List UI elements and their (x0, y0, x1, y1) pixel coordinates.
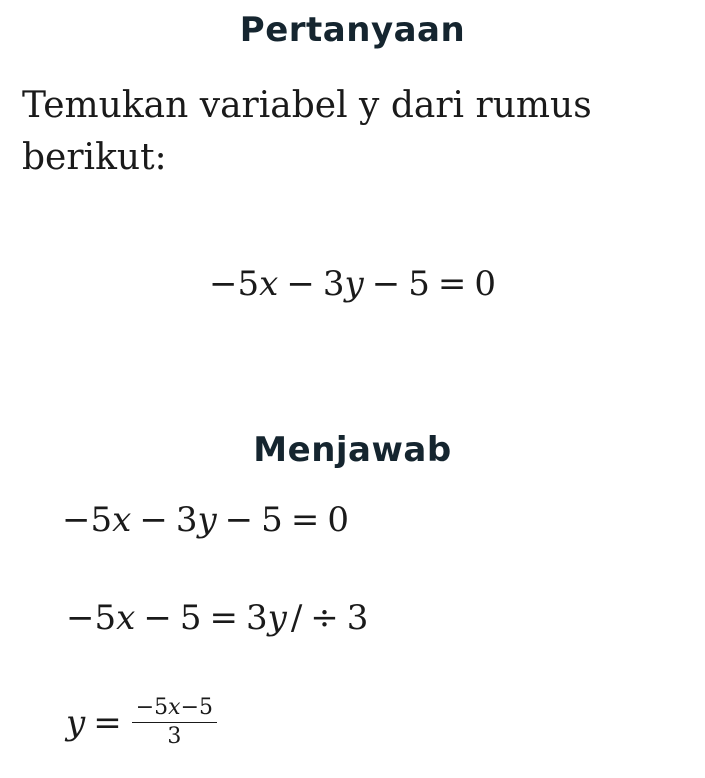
eq-term: −5 (209, 264, 260, 304)
eq-term: 3 (346, 598, 369, 638)
eq-equals: = (209, 598, 238, 638)
eq-variable-x: x (259, 264, 279, 304)
fraction-numerator (132, 696, 217, 723)
eq-slash: / (290, 598, 303, 638)
answer-step-3 (66, 696, 217, 750)
eq-term: −5 (66, 598, 117, 638)
eq-operator: − (143, 598, 172, 638)
eq-term: 5 (408, 264, 430, 304)
eq-operator: − (286, 264, 315, 304)
eq-variable-x: x (112, 500, 132, 540)
answer-heading: Menjawab (253, 430, 452, 470)
eq-divide: ÷ (310, 598, 339, 638)
eq-equals: = (437, 264, 467, 304)
eq-equals: = (290, 500, 320, 540)
eq-term: −5 (135, 695, 169, 720)
eq-variable-y: y (267, 598, 287, 638)
eq-term: 5 (199, 695, 214, 720)
eq-operator: − (371, 264, 401, 304)
eq-rhs: 0 (474, 264, 496, 304)
fraction-denominator: 3 (167, 724, 182, 749)
question-equation (0, 264, 705, 304)
eq-term: 5 (261, 500, 283, 540)
eq-variable-y: y (197, 500, 217, 540)
eq-variable-y: y (344, 264, 364, 304)
answer-step-1 (62, 500, 349, 540)
answer-step-2 (66, 598, 368, 638)
question-heading: Pertanyaan (239, 10, 466, 50)
eq-term: 3 (245, 598, 268, 638)
eq-term: 3 (175, 500, 198, 540)
eq-operator: − (224, 500, 254, 540)
eq-term: 3 (322, 264, 345, 304)
eq-variable-y: y (66, 703, 86, 743)
eq-variable-x: x (116, 598, 136, 638)
eq-operator: − (139, 500, 168, 540)
eq-variable-x: x (168, 695, 181, 720)
eq-term: 5 (179, 598, 202, 638)
eq-rhs: 0 (327, 500, 349, 540)
question-text: Temukan variabel y dari rumus berikut: (22, 85, 592, 178)
eq-operator: − (180, 695, 200, 720)
fraction (132, 696, 217, 750)
eq-term: −5 (62, 500, 113, 540)
eq-equals: = (93, 703, 122, 743)
